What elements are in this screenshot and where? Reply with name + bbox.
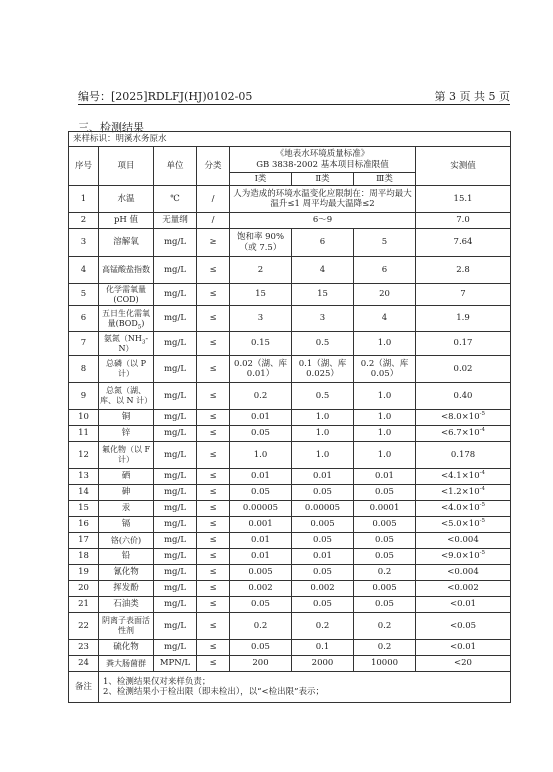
row-standard-class3: 0.2（湖、库 0.05）	[354, 356, 416, 383]
row-measured: 0.178	[416, 442, 511, 469]
row-standard-class1: 0.00005	[230, 501, 292, 517]
row-measured: 7.64	[416, 229, 511, 257]
row-standard-class1: 3	[230, 306, 292, 332]
row-standard-class3: 0.0001	[354, 501, 416, 517]
row-standard-class3: 0.2	[354, 565, 416, 581]
row-standard-class2: 0.1	[292, 640, 354, 656]
row-standard-class2: 1.0	[292, 410, 354, 426]
row-item: 溶解氧	[99, 229, 154, 257]
item-tail: )	[141, 318, 145, 328]
col-header-class3: Ⅲ类	[354, 173, 416, 186]
row-standard-class2: 3	[292, 306, 354, 332]
table-row	[69, 383, 511, 410]
row-standard-merged: 人为造成的环境水温变化应限制在：周平均最大温升≤1 周平均最大温降≤2	[230, 186, 416, 213]
item-subscript: 3	[141, 339, 146, 346]
row-measured: 0.40	[416, 383, 511, 410]
table-row	[69, 284, 511, 306]
row-standard-class2: 0.005	[292, 517, 354, 533]
row-standard-class2: 6	[292, 229, 354, 257]
row-measured: 7	[416, 284, 511, 306]
row-item: 阴离子表面活性剂	[99, 613, 154, 640]
table-row	[69, 257, 511, 284]
row-class: ≤	[197, 442, 230, 469]
row-measured	[416, 410, 511, 426]
row-standard-class2: 2000	[292, 656, 354, 672]
row-class: ≤	[197, 426, 230, 442]
row-standard-class1: 200	[230, 656, 292, 672]
row-seq: 19	[69, 565, 99, 581]
notes-content	[99, 672, 511, 703]
row-class: ≥	[197, 229, 230, 257]
row-item: 硫化物	[99, 640, 154, 656]
table-row	[69, 356, 511, 383]
row-unit: mg/L	[154, 229, 197, 257]
row-unit: mg/L	[154, 442, 197, 469]
row-item: 汞	[99, 501, 154, 517]
row-unit: mg/L	[154, 485, 197, 501]
row-item: 水温	[99, 186, 154, 213]
row-unit: mg/L	[154, 356, 197, 383]
row-standard-class1: 15	[230, 284, 292, 306]
col-header-unit: 单位	[154, 147, 197, 186]
table-row	[69, 533, 511, 549]
row-class: ≤	[197, 306, 230, 332]
row-standard-class1: 0.002	[230, 581, 292, 597]
table-row	[69, 581, 511, 597]
row-standard-class3: 6	[354, 257, 416, 284]
row-standard-class1: 饱和率 90%（或 7.5）	[230, 229, 292, 257]
sample-label: 来样标识：明溪水务原水	[69, 132, 511, 147]
row-measured: <0.05	[416, 613, 511, 640]
row-standard-class3: 1.0	[354, 383, 416, 410]
row-standard-class2: 0.002	[292, 581, 354, 597]
row-standard-class1: 0.01	[230, 533, 292, 549]
report-number: 编号：[2025]RDLFJ(HJ)0102-05	[78, 90, 253, 103]
table-row	[69, 442, 511, 469]
row-measured	[416, 517, 511, 533]
row-seq: 22	[69, 613, 99, 640]
row-unit: mg/L	[154, 517, 197, 533]
item-text: 五日生化需氧量(BOD	[102, 308, 150, 328]
value-exponent: -4	[479, 470, 485, 477]
row-item: pH 值	[99, 213, 154, 229]
col-header-class: 分类	[197, 147, 230, 186]
row-standard-class1: 1.0	[230, 442, 292, 469]
row-standard-class3: 0.005	[354, 581, 416, 597]
row-class: /	[197, 186, 230, 213]
row-class: ≤	[197, 383, 230, 410]
table-row	[69, 501, 511, 517]
value-exponent: -5	[479, 502, 485, 509]
row-standard-class2: 0.01	[292, 549, 354, 565]
row-standard-class2: 0.05	[292, 533, 354, 549]
row-seq: 20	[69, 581, 99, 597]
row-item: 硒	[99, 469, 154, 485]
row-measured: <0.002	[416, 581, 511, 597]
row-standard-class3: 0.005	[354, 517, 416, 533]
value-text: <9.0×10	[441, 551, 480, 562]
row-standard-class1: 0.15	[230, 332, 292, 356]
row-unit: mg/L	[154, 469, 197, 485]
row-item: 总磷（以 P 计）	[99, 356, 154, 383]
row-class: ≤	[197, 469, 230, 485]
row-class: ≤	[197, 597, 230, 613]
row-standard-class1: 0.05	[230, 485, 292, 501]
table-row	[69, 597, 511, 613]
row-unit: mg/L	[154, 501, 197, 517]
row-item: 化学需氧量(COD)	[99, 284, 154, 306]
row-unit: mg/L	[154, 613, 197, 640]
row-measured	[416, 426, 511, 442]
row-standard-class3: 1.0	[354, 332, 416, 356]
row-item: 铜	[99, 410, 154, 426]
row-standard-class3: 0.05	[354, 597, 416, 613]
row-seq: 17	[69, 533, 99, 549]
row-standard-class2: 0.05	[292, 485, 354, 501]
row-seq: 2	[69, 213, 99, 229]
row-standard-class1: 0.01	[230, 469, 292, 485]
row-unit: mg/L	[154, 426, 197, 442]
row-standard-class1: 0.001	[230, 517, 292, 533]
table-row	[69, 186, 511, 213]
row-unit: mg/L	[154, 640, 197, 656]
table-row	[69, 640, 511, 656]
item-text: 氨氮（NH	[103, 333, 142, 343]
row-standard-class3: 0.2	[354, 613, 416, 640]
section-title: 三、检测结果	[78, 121, 144, 134]
table-row	[69, 656, 511, 672]
row-class: ≤	[197, 485, 230, 501]
row-standard-class3: 0.05	[354, 533, 416, 549]
row-seq: 5	[69, 284, 99, 306]
item-tail: -N）	[118, 333, 149, 353]
table-row	[69, 332, 511, 356]
row-seq: 12	[69, 442, 99, 469]
row-measured: 0.17	[416, 332, 511, 356]
row-measured: 1.9	[416, 306, 511, 332]
row-seq: 3	[69, 229, 99, 257]
row-seq: 4	[69, 257, 99, 284]
row-unit: mg/L	[154, 332, 197, 356]
row-unit: mg/L	[154, 597, 197, 613]
row-unit: mg/L	[154, 565, 197, 581]
row-class: /	[197, 213, 230, 229]
row-class: ≤	[197, 284, 230, 306]
table-row	[69, 410, 511, 426]
value-text: <4.0×10	[441, 503, 480, 514]
row-unit: mg/L	[154, 306, 197, 332]
row-standard-merged: 6～9	[230, 213, 416, 229]
row-class: ≤	[197, 517, 230, 533]
table-row	[69, 469, 511, 485]
row-measured: <20	[416, 656, 511, 672]
row-class: ≤	[197, 332, 230, 356]
value-exponent: -4	[479, 427, 485, 434]
row-standard-class1: 0.005	[230, 565, 292, 581]
row-class: ≤	[197, 581, 230, 597]
row-standard-class3: 1.0	[354, 442, 416, 469]
value-exponent: -5	[479, 550, 485, 557]
row-seq: 24	[69, 656, 99, 672]
row-seq: 13	[69, 469, 99, 485]
row-item: 砷	[99, 485, 154, 501]
row-item: 镉	[99, 517, 154, 533]
row-measured: <0.01	[416, 597, 511, 613]
value-text: <8.0×10	[441, 412, 480, 423]
row-standard-class3: 1.0	[354, 426, 416, 442]
row-standard-class2: 0.2	[292, 613, 354, 640]
row-item: 粪大肠菌群	[99, 656, 154, 672]
table-row	[69, 517, 511, 533]
col-header-item: 项目	[99, 147, 154, 186]
item-subscript: 5	[137, 324, 142, 331]
table-row	[69, 549, 511, 565]
page-indicator: 第 3 页 共 5 页	[434, 90, 510, 103]
row-unit: mg/L	[154, 549, 197, 565]
row-standard-class3: 5	[354, 229, 416, 257]
row-standard-class1: 0.05	[230, 597, 292, 613]
row-standard-class1: 2	[230, 257, 292, 284]
row-seq: 16	[69, 517, 99, 533]
row-standard-class2: 0.5	[292, 332, 354, 356]
col-header-standard	[230, 147, 416, 173]
row-item: 氟化物（以 F 计）	[99, 442, 154, 469]
row-measured: 15.1	[416, 186, 511, 213]
value-exponent: -4	[479, 486, 485, 493]
row-standard-class3: 0.05	[354, 549, 416, 565]
row-measured: 2.8	[416, 257, 511, 284]
row-standard-class2: 0.05	[292, 565, 354, 581]
row-seq: 15	[69, 501, 99, 517]
row-seq: 1	[69, 186, 99, 213]
col-header-class2: Ⅱ类	[292, 173, 354, 186]
value-exponent: -5	[479, 518, 485, 525]
row-seq: 23	[69, 640, 99, 656]
row-standard-class3: 0.05	[354, 485, 416, 501]
row-standard-class1: 0.2	[230, 383, 292, 410]
row-standard-class3: 4	[354, 306, 416, 332]
col-header-class1: Ⅰ类	[230, 173, 292, 186]
row-standard-class1: 0.02（湖、库 0.01）	[230, 356, 292, 383]
row-measured: 7.0	[416, 213, 511, 229]
row-class: ≤	[197, 640, 230, 656]
row-unit: mg/L	[154, 410, 197, 426]
col-header-measured: 实测值	[416, 147, 511, 186]
row-seq: 9	[69, 383, 99, 410]
value-text: <1.2×10	[441, 487, 480, 498]
row-item: 总氮（湖、库、以 N 计）	[99, 383, 154, 410]
row-unit: MPN/L	[154, 656, 197, 672]
row-standard-class1: 0.2	[230, 613, 292, 640]
row-item	[99, 306, 154, 332]
row-measured	[416, 485, 511, 501]
row-measured: <0.01	[416, 640, 511, 656]
row-unit: mg/L	[154, 581, 197, 597]
row-seq: 6	[69, 306, 99, 332]
row-class: ≤	[197, 565, 230, 581]
row-class: ≤	[197, 410, 230, 426]
standard-title: 《地表水环境质量标准》	[275, 149, 370, 160]
row-standard-class3: 1.0	[354, 410, 416, 426]
row-unit: 无量纲	[154, 213, 197, 229]
row-item: 石油类	[99, 597, 154, 613]
row-seq: 8	[69, 356, 99, 383]
row-measured	[416, 501, 511, 517]
row-seq: 18	[69, 549, 99, 565]
note-line-2: 2、检测结果小于检出限（即未检出），以“<检出限”表示；	[103, 687, 324, 697]
row-class: ≤	[197, 613, 230, 640]
row-unit: mg/L	[154, 383, 197, 410]
row-standard-class1: 0.05	[230, 640, 292, 656]
row-measured	[416, 549, 511, 565]
results-table	[68, 131, 511, 703]
row-unit: ℃	[154, 186, 197, 213]
row-standard-class2: 4	[292, 257, 354, 284]
row-item: 氰化物	[99, 565, 154, 581]
value-text: <6.7×10	[441, 428, 480, 439]
row-item: 铬(六价)	[99, 533, 154, 549]
row-standard-class3: 0.2	[354, 640, 416, 656]
row-standard-class2: 1.0	[292, 426, 354, 442]
row-item: 锌	[99, 426, 154, 442]
table-row	[69, 613, 511, 640]
row-standard-class3: 10000	[354, 656, 416, 672]
row-standard-class1: 0.01	[230, 410, 292, 426]
row-standard-class3: 0.01	[354, 469, 416, 485]
row-class: ≤	[197, 533, 230, 549]
row-class: ≤	[197, 356, 230, 383]
value-text: <4.1×10	[441, 471, 480, 482]
table-row	[69, 213, 511, 229]
row-item: 铅	[99, 549, 154, 565]
row-seq: 10	[69, 410, 99, 426]
row-class: ≤	[197, 257, 230, 284]
row-class: ≤	[197, 549, 230, 565]
value-text: <5.0×10	[441, 519, 480, 530]
row-measured: <0.004	[416, 565, 511, 581]
row-measured: 0.02	[416, 356, 511, 383]
row-standard-class2: 0.05	[292, 597, 354, 613]
row-measured: <0.004	[416, 533, 511, 549]
row-seq: 21	[69, 597, 99, 613]
note-line-1: 1、检测结果仅对来样负责；	[103, 676, 211, 687]
table-row	[69, 426, 511, 442]
row-item: 高锰酸盐指数	[99, 257, 154, 284]
row-measured	[416, 469, 511, 485]
row-standard-class1: 0.01	[230, 549, 292, 565]
row-standard-class2: 15	[292, 284, 354, 306]
row-standard-class2: 1.0	[292, 442, 354, 469]
row-class: ≤	[197, 656, 230, 672]
row-item: 挥发酚	[99, 581, 154, 597]
row-unit: mg/L	[154, 533, 197, 549]
row-seq: 11	[69, 426, 99, 442]
row-standard-class2: 0.1（湖、库 0.025）	[292, 356, 354, 383]
row-item	[99, 332, 154, 356]
row-unit: mg/L	[154, 284, 197, 306]
value-exponent: -5	[479, 411, 485, 418]
table-row	[69, 565, 511, 581]
row-standard-class1: 0.05	[230, 426, 292, 442]
row-seq: 14	[69, 485, 99, 501]
row-standard-class2: 0.00005	[292, 501, 354, 517]
table-row	[69, 485, 511, 501]
row-standard-class2: 0.01	[292, 469, 354, 485]
row-class: ≤	[197, 501, 230, 517]
row-unit: mg/L	[154, 257, 197, 284]
table-row	[69, 229, 511, 257]
row-standard-class2: 0.5	[292, 383, 354, 410]
standard-code: GB 3838-2002 基本项目标准限值	[256, 159, 389, 170]
report-header	[78, 88, 510, 105]
row-seq: 7	[69, 332, 99, 356]
notes-label: 备注	[69, 672, 99, 703]
col-header-seq: 序号	[69, 147, 99, 186]
row-standard-class3: 20	[354, 284, 416, 306]
table-row	[69, 306, 511, 332]
